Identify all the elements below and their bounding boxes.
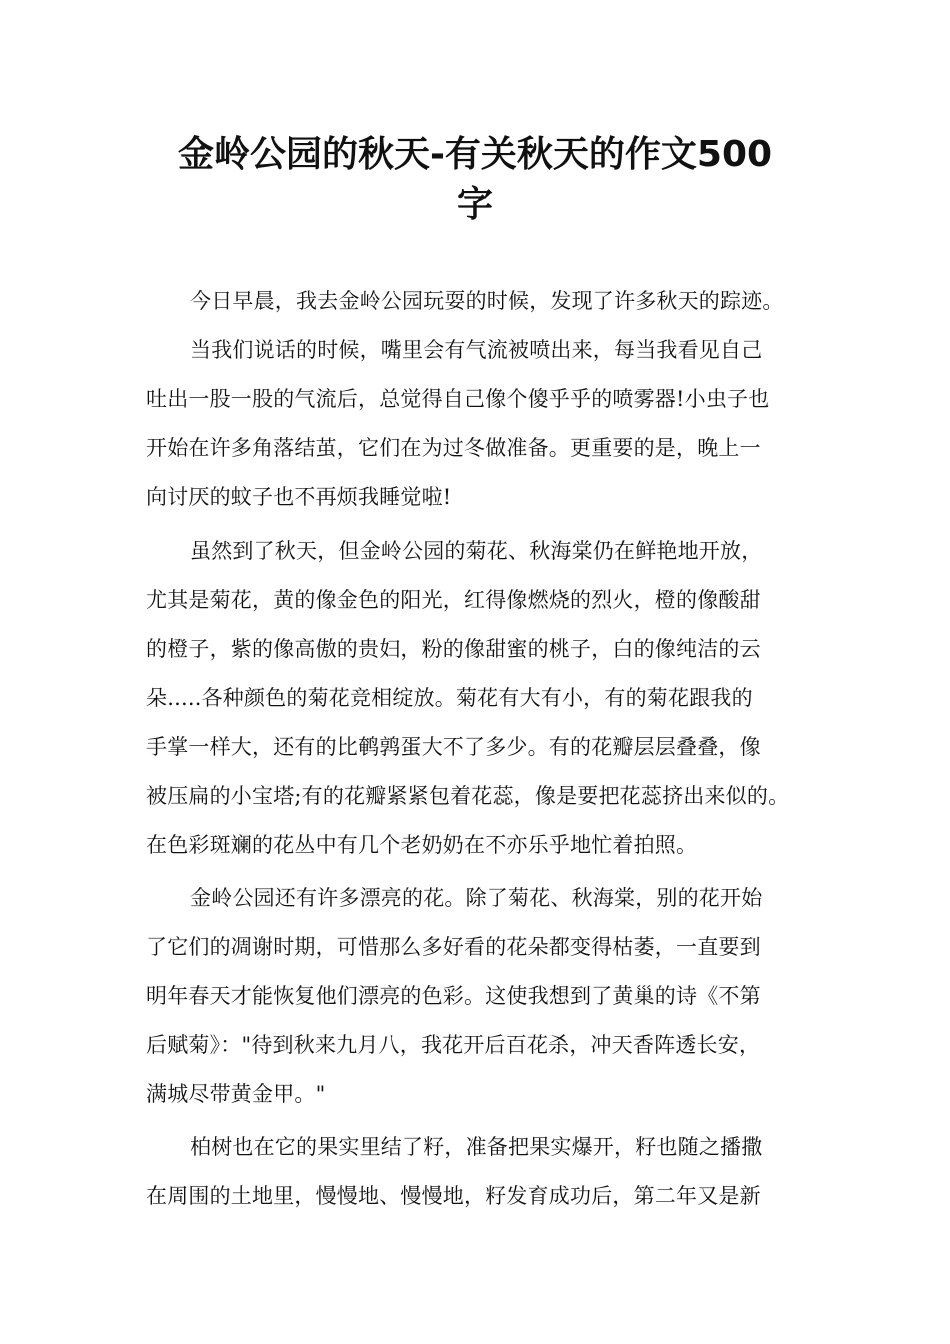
paragraph-line: 柏树也在它的果实里结了籽，准备把果实爆开，籽也随之播撒 (190, 1135, 763, 1159)
paragraph-line: 的橙子，紫的像高傲的贵妇，粉的像甜蜜的桃子，白的像纯洁的云 (146, 637, 761, 661)
paragraph-line: 满城尽带黄金甲。" (146, 1082, 326, 1106)
document-title-line-2: 字 (456, 184, 493, 225)
paragraph-line: 在色彩斑斓的花丛中有几个老奶奶在不亦乐乎地忙着拍照。 (146, 833, 698, 857)
paragraph-line: 当我们说话的时候，嘴里会有气流被喷出来，每当我看见自己 (190, 338, 763, 362)
paragraph-line: 被压扁的小宝塔;有的花瓣紧紧包着花蕊，像是要把花蕊挤出来似的。 (146, 784, 790, 808)
paragraph-line: 吐出一股一股的气流后，总觉得自己像个傻乎乎的喷雾器!小虫子也 (146, 387, 770, 411)
document-title-line-1: 金岭公园的秋天-有关秋天的作文500 (177, 134, 773, 175)
paragraph-line: 今日早晨，我去金岭公园玩耍的时候，发现了许多秋天的踪迹。 (190, 289, 784, 313)
paragraph-line: 朵.....各种颜色的菊花竞相绽放。菊花有大有小，有的菊花跟我的 (146, 686, 753, 710)
paragraph-line: 了它们的凋谢时期，可惜那么多好看的花朵都变得枯萎，一直要到 (146, 935, 761, 959)
paragraph-line: 向讨厌的蚊子也不再烦我睡觉啦! (146, 485, 452, 509)
paragraph-line: 尤其是菊花，黄的像金色的阳光，红得像燃烧的烈火，橙的像酸甜 (146, 588, 761, 612)
paragraph-line: 虽然到了秋天，但金岭公园的菊花、秋海棠仍在鲜艳地开放， (190, 539, 763, 563)
paragraph-line: 手掌一样大，还有的比鹌鹑蛋大不了多少。有的花瓣层层叠叠，像 (146, 735, 761, 759)
paragraph-line: 金岭公园还有许多漂亮的花。除了菊花、秋海棠，别的花开始 (190, 886, 763, 910)
paragraph-line: 明年春天才能恢复他们漂亮的色彩。这使我想到了黄巢的诗《不第 (146, 984, 761, 1008)
paragraph-line: 在周围的土地里，慢慢地、慢慢地，籽发育成功后，第二年又是新 (146, 1184, 761, 1208)
paragraph-line: 开始在许多角落结茧，它们在为过冬做准备。更重要的是，晚上一 (146, 436, 761, 460)
paragraph-line: 后赋菊》："待到秋来九月八，我花开后百花杀，冲天香阵透长安， (146, 1033, 761, 1057)
